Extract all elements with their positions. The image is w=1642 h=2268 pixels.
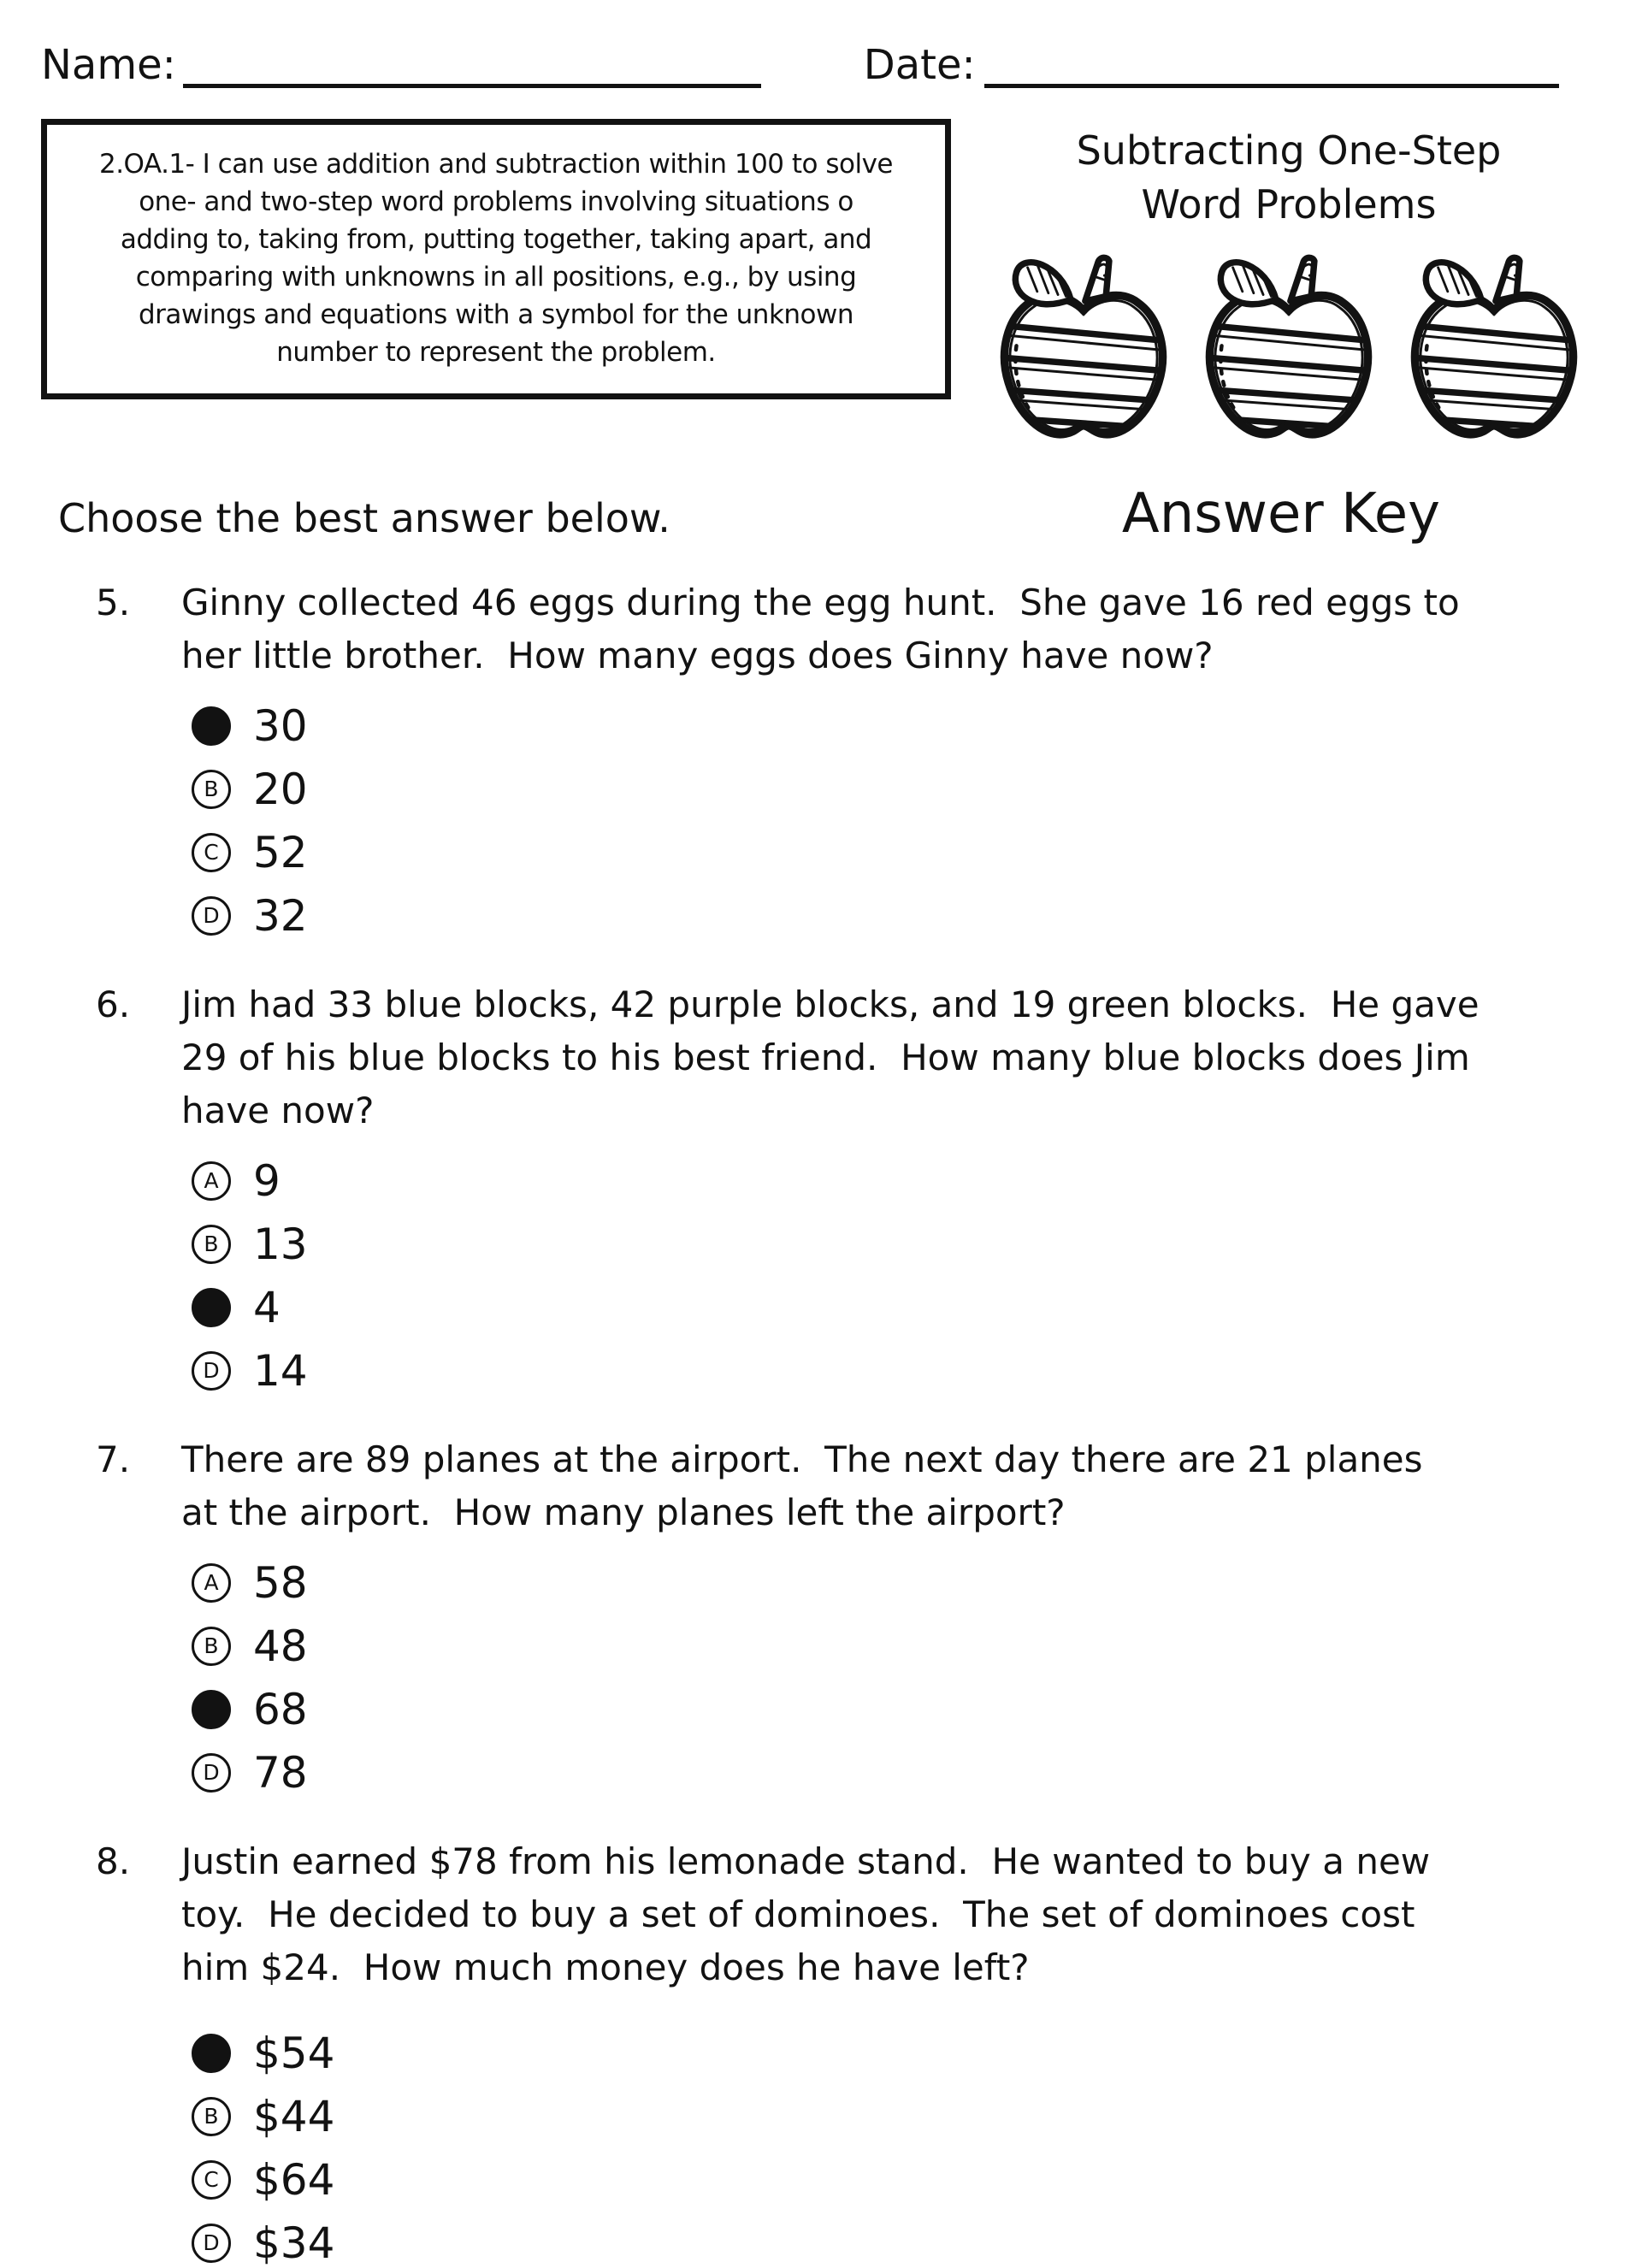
option-value: $44 xyxy=(253,2091,335,2141)
option-b xyxy=(192,765,1601,814)
answer-bubble: B xyxy=(192,1627,231,1666)
question-line: toy. He decided to buy a set of dominoes. The set of dominoes cost xyxy=(181,1893,1415,1935)
question-body xyxy=(181,1433,1601,1539)
question-text xyxy=(41,576,1601,682)
page-title-line2: Word Problems xyxy=(1141,181,1437,228)
option-c xyxy=(192,828,1601,877)
header xyxy=(41,38,1601,88)
question-text xyxy=(41,1433,1601,1539)
standard-box xyxy=(41,119,951,399)
option-d xyxy=(192,1346,1601,1396)
option-value: $34 xyxy=(253,2218,335,2268)
option-b xyxy=(192,1621,1601,1671)
option-value: 4 xyxy=(253,1282,281,1332)
answer-bubble xyxy=(192,2034,231,2073)
date-label: Date: xyxy=(863,41,976,90)
answer-bubble: D xyxy=(192,2224,231,2263)
answer-bubble xyxy=(192,706,231,746)
question-number: 8. xyxy=(96,1840,131,1882)
question-number: 7. xyxy=(96,1438,131,1480)
standard-text-line: one- and two-step word problems involving situations o xyxy=(139,186,853,218)
answer-bubble: A xyxy=(192,1563,231,1603)
question-7 xyxy=(41,1433,1601,1798)
option-value: $54 xyxy=(253,2028,335,2078)
option-list xyxy=(192,701,1601,941)
question-line: her little brother. How many eggs does Ginny have now? xyxy=(181,634,1214,676)
answer-bubble: B xyxy=(192,1225,231,1264)
apple-icon xyxy=(995,253,1172,448)
question-6 xyxy=(41,978,1601,1396)
date-blank-line xyxy=(984,38,1559,88)
question-5 xyxy=(41,576,1601,941)
instruction-row xyxy=(41,482,1601,546)
answer-bubble: D xyxy=(192,1351,231,1391)
question-text xyxy=(41,978,1601,1137)
apple-icon xyxy=(1406,253,1582,448)
question-number: 5. xyxy=(96,581,131,623)
question-body xyxy=(181,978,1601,1137)
answer-bubble: A xyxy=(192,1161,231,1201)
answer-bubble: C xyxy=(192,833,231,872)
question-line: 29 of his blue blocks to his best friend. How many blue blocks does Jim xyxy=(181,1036,1470,1078)
option-value: 58 xyxy=(253,1557,308,1608)
question-line: have now? xyxy=(181,1089,375,1131)
answer-bubble: B xyxy=(192,770,231,809)
option-a xyxy=(192,1156,1601,1206)
option-b xyxy=(192,1220,1601,1269)
option-value: $64 xyxy=(253,2154,335,2205)
option-value: 20 xyxy=(253,764,308,814)
question-line: Jim had 33 blue blocks, 42 purple blocks, and 19 green blocks. He gave xyxy=(181,983,1480,1025)
option-c xyxy=(192,1283,1601,1332)
question-8 xyxy=(41,1835,1601,2268)
option-list xyxy=(192,2029,1601,2268)
standard-text-line: adding to, taking from, putting together, taking apart, and xyxy=(120,224,872,256)
option-value: 30 xyxy=(253,700,308,751)
option-c xyxy=(192,2155,1601,2205)
question-text xyxy=(41,1835,1601,1994)
question-list xyxy=(41,576,1601,2268)
question-line: There are 89 planes at the airport. The next day there are 21 planes xyxy=(181,1438,1423,1480)
option-value: 78 xyxy=(253,1747,308,1798)
option-c xyxy=(192,1685,1601,1734)
option-a xyxy=(192,701,1601,751)
answer-bubble: D xyxy=(192,896,231,936)
top-row xyxy=(41,119,1601,448)
title-column xyxy=(977,119,1601,448)
option-a xyxy=(192,2029,1601,2078)
option-value: 32 xyxy=(253,890,308,941)
standard-text-line: comparing with unknowns in all positions, e.g., by using xyxy=(135,262,857,293)
name-label: Name: xyxy=(41,41,176,90)
question-line: him $24. How much money does he have left? xyxy=(181,1946,1030,1988)
option-a xyxy=(192,1558,1601,1608)
option-value: 68 xyxy=(253,1684,308,1734)
option-value: 13 xyxy=(253,1219,308,1269)
apple-icon xyxy=(1201,253,1377,448)
question-body xyxy=(181,1835,1601,1994)
option-d xyxy=(192,2218,1601,2268)
option-list xyxy=(192,1156,1601,1396)
page-title xyxy=(977,124,1601,233)
option-value: 52 xyxy=(253,827,308,877)
name-blank-line xyxy=(183,38,761,88)
answer-bubble: D xyxy=(192,1753,231,1793)
option-d xyxy=(192,1748,1601,1798)
answer-bubble xyxy=(192,1690,231,1729)
question-line: Ginny collected 46 eggs during the egg hunt. She gave 16 red eggs to xyxy=(181,581,1460,623)
apple-row xyxy=(977,253,1601,448)
question-line: Justin earned $78 from his lemonade stand. He wanted to buy a new xyxy=(181,1840,1431,1882)
option-d xyxy=(192,891,1601,941)
standard-text-line: 2.OA.1- I can use addition and subtraction within 100 to solve xyxy=(98,149,894,180)
answer-bubble: C xyxy=(192,2160,231,2200)
question-body xyxy=(181,576,1601,682)
standard-text-line: drawings and equations with a symbol for the unknown xyxy=(138,299,854,331)
instruction-text: Choose the best answer below. xyxy=(58,494,670,541)
option-value: 14 xyxy=(253,1345,308,1396)
answer-bubble xyxy=(192,1288,231,1327)
answer-key-label: Answer Key xyxy=(1121,481,1440,546)
question-line: at the airport. How many planes left the airport? xyxy=(181,1491,1066,1533)
question-number: 6. xyxy=(96,983,131,1025)
standard-text-line: number to represent the problem. xyxy=(276,337,716,369)
option-value: 9 xyxy=(253,1155,281,1206)
option-value: 48 xyxy=(253,1621,308,1671)
page-title-line1: Subtracting One-Step xyxy=(1076,127,1502,174)
option-b xyxy=(192,2092,1601,2141)
answer-bubble: B xyxy=(192,2097,231,2136)
option-list xyxy=(192,1558,1601,1798)
